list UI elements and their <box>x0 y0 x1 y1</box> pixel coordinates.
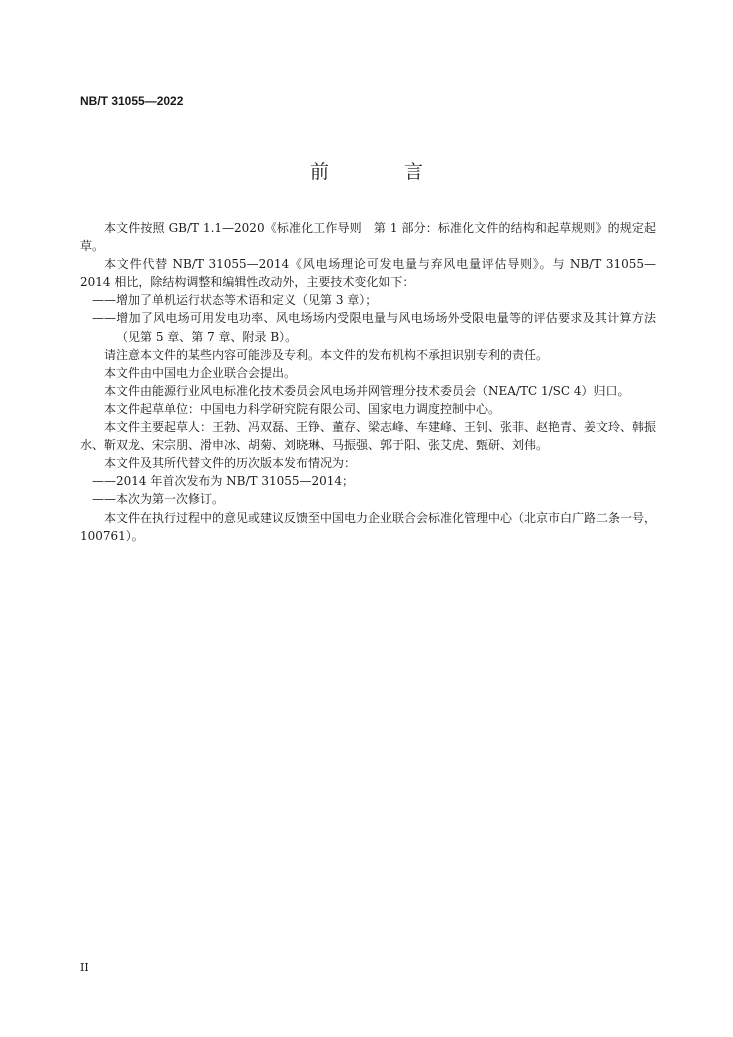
document-code: NB/T 31055—2022 <box>80 94 184 108</box>
change-item-assessment: ——增加了风电场可用发电功率、风电场场内受限电量与风电场场外受限电量等的评估要求及其计算方法（见第 5 章、第 7 章、附录 B）。 <box>92 311 656 344</box>
paragraph-history-intro: 本文件及其所代替文件的历次版本发布情况为： <box>104 456 357 471</box>
history-item-first-release: ——2014 年首次发布为 NB/T 31055—2014； <box>92 474 355 489</box>
paragraph-drafting-units: 本文件起草单位：中国电力科学研究院有限公司、国家电力调度控制中心。 <box>104 401 501 416</box>
paragraph-proposer: 本文件由中国电力企业联合会提出。 <box>104 365 297 380</box>
paragraph-replacement: 本文件代替 NB/T 31055—2014《风电场理论可发电量与弃风电量评估导则》。与 NB/T 31055—2014 相比，除结构调整和编辑性改动外，主要技术变化如下： <box>80 257 656 290</box>
foreword-body <box>80 219 656 545</box>
paragraph-committee: 本文件由能源行业风电标准化技术委员会风电场并网管理分技术委员会（NEA/TC 1/SC 4）归口。 <box>104 383 630 398</box>
paragraph-drafters: 本文件主要起草人：王勃、冯双磊、王铮、董存、梁志峰、车建峰、王钊、张菲、赵艳青、姜文玲、韩振水、靳双龙、宋宗朋、滑申冰、胡菊、刘晓琳、马振强、郭于阳、张艾虎、甄研、刘伟。 <box>80 420 657 453</box>
page-title: 前 言 <box>309 161 451 183</box>
page-number: II <box>80 961 89 974</box>
paragraph-feedback: 本文件在执行过程中的意见或建议反馈至中国电力企业联合会标准化管理中心（北京市白广路二条一号，100761）。 <box>80 510 657 543</box>
paragraph-patent-notice: 请注意本文件的某些内容可能涉及专利。本文件的发布机构不承担识别专利的责任。 <box>104 347 549 362</box>
change-item-terms: ——增加了单机运行状态等术语和定义（见第 3 章）； <box>92 293 378 308</box>
history-item-revision: ——本次为第一次修订。 <box>92 492 225 507</box>
paragraph-drafting-rules: 本文件按照 GB/T 1.1—2020《标准化工作导则 第 1 部分：标准化文件的结构和起草规则》的规定起草。 <box>80 221 656 254</box>
